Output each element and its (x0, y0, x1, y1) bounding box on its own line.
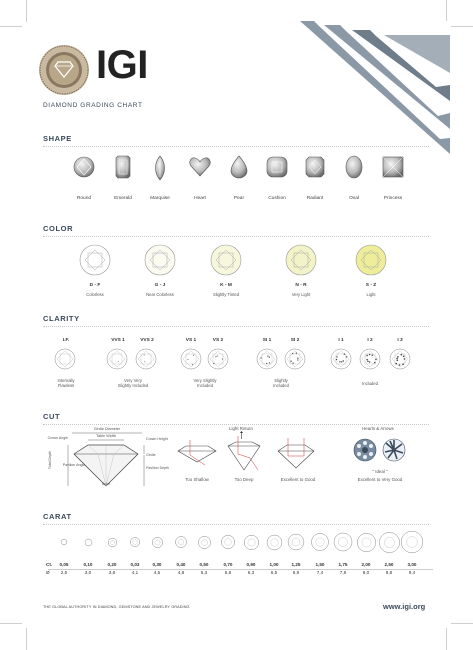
cut-excellent-icon (276, 438, 316, 470)
cut-too-deep-icon (226, 436, 262, 472)
carat-ct-row (0, 562, 473, 568)
carat-size-circle (107, 537, 118, 548)
carat-size-circle (287, 533, 305, 551)
carat-mm-value: 6,3 (247, 570, 255, 575)
carat-ct-value: 2,00 (361, 562, 371, 567)
carat-ct-value: 3,00 (407, 562, 417, 567)
crop-mark (451, 623, 473, 624)
shape-marquise-icon (153, 155, 167, 181)
decorative-chevrons (300, 21, 450, 156)
clarity-group: Internally Flawless (57, 378, 75, 388)
footer-tagline: THE GLOBAL AUTHORITY IN DIAMOND, GEMSTONE AND JEWELRY GRADING (43, 605, 190, 609)
clarity-grade: I 1 (338, 338, 344, 343)
color-desc: Near Colorless (146, 292, 174, 297)
clarity-group: Included (362, 381, 378, 386)
carat-size-circle (333, 532, 353, 552)
carat-size-circle (129, 536, 141, 548)
carat-ct-value: 0,03 (130, 562, 140, 567)
section-title-shape: SHAPE (43, 134, 72, 143)
carat-mm-value: 4,5 (153, 570, 161, 575)
igi-logo-text: IGI (96, 43, 148, 87)
color-grade: G - J (154, 283, 166, 288)
carat-mm-label: Ø (46, 570, 50, 575)
clarity-diamond-icon (330, 348, 352, 370)
shape-radiant-icon (305, 156, 325, 178)
carat-ct-value: 1,25 (291, 562, 301, 567)
carat-ct-value: 1,75 (338, 562, 348, 567)
color-desc: Very Light (291, 292, 311, 297)
crop-mark (26, 628, 27, 650)
carat-ct-value: 0,30 (152, 562, 162, 567)
anatomy-label: Crown Angle (47, 436, 68, 440)
carat-ct-value: 2,50 (384, 562, 394, 567)
carat-mm-value: 8,0 (362, 570, 370, 575)
clarity-grade: SI 1 (262, 338, 272, 343)
shape-label: Emerald (114, 196, 132, 201)
shape-label: Pear (233, 196, 245, 201)
shape-label: Oval (349, 196, 359, 201)
shape-label: Radiant (306, 196, 324, 201)
crop-mark (446, 628, 447, 650)
clarity-grade: VVS 2 (140, 338, 154, 343)
color-desc: Slightly Tinted (212, 292, 240, 297)
clarity-grade: VS 2 (212, 338, 224, 343)
carat-size-circle (84, 538, 93, 547)
color-diamond-icon (210, 244, 242, 276)
chart-subtitle: DIAMOND GRADING CHART (43, 102, 143, 109)
light-return-label: Light Return (229, 426, 253, 431)
clarity-grade: VVS 1 (111, 338, 125, 343)
carat-ct-value: 0,90 (246, 562, 256, 567)
clarity-diamond-icon (106, 348, 128, 370)
carat-size-circle (197, 535, 212, 550)
carat-size-circle (220, 534, 236, 550)
shape-round-icon (73, 156, 95, 178)
section-divider (43, 424, 429, 425)
clarity-group: Slightly Included (273, 378, 289, 388)
anatomy-label: Crown Height (146, 437, 168, 441)
ideal-label: " Ideal " (372, 469, 388, 474)
carat-ct-value: 1,50 (315, 562, 325, 567)
carat-ct-value: 0,05 (59, 562, 69, 567)
carat-size-circle (356, 532, 377, 553)
color-diamond-icon (79, 244, 111, 276)
clarity-diamond-icon (359, 348, 381, 370)
crop-mark (26, 0, 27, 22)
carat-mm-value: 4,1 (131, 570, 139, 575)
crop-mark (451, 26, 473, 27)
shape-princess-icon (382, 156, 404, 178)
carat-size-circle (378, 531, 401, 554)
section-title-color: COLOR (43, 224, 74, 233)
carat-ct-label: Ct. (46, 562, 53, 567)
carat-mm-row (0, 570, 473, 576)
color-desc: Light (366, 292, 376, 297)
section-divider (43, 524, 429, 525)
section-divider (43, 236, 429, 237)
anatomy-label: Girdle Diameter (93, 427, 121, 431)
carat-ct-value: 0,40 (176, 562, 186, 567)
shape-cushion-icon (266, 156, 288, 178)
shape-pear-icon (230, 155, 248, 179)
carat-mm-value: 9,4 (408, 570, 416, 575)
section-divider (43, 146, 429, 147)
crop-mark (0, 623, 22, 624)
cut-label: Too Deep (234, 477, 254, 482)
carat-size-circle (60, 538, 68, 546)
anatomy-label: Total Depth (48, 450, 52, 470)
anatomy-label: Pavilion Depth (146, 466, 170, 470)
color-grade: N - R (295, 283, 307, 288)
color-grade: D - F (89, 283, 101, 288)
anatomy-label: Table Width (96, 434, 116, 438)
shape-label: Cushion (268, 196, 286, 201)
carat-size-circle (400, 530, 424, 554)
carat-mm-value: 7,8 (339, 570, 347, 575)
anatomy-label: Girdle (146, 453, 156, 457)
color-diamond-icon (285, 244, 317, 276)
color-grade: S - Z (365, 283, 377, 288)
clarity-group: Very Very Slightly Included (117, 378, 149, 388)
carat-size-circle (243, 534, 260, 551)
carat-size-circle (310, 532, 330, 552)
carat-size-circle (151, 536, 164, 549)
clarity-diamond-icon (256, 348, 278, 370)
carat-ct-value: 0,50 (199, 562, 209, 567)
clarity-grade: VS 1 (185, 338, 197, 343)
carat-size-circle (174, 535, 188, 549)
footer-website-link[interactable]: www.igi.org (383, 602, 426, 611)
carat-size-circle (266, 534, 283, 551)
cut-label: Too Shallow (185, 477, 209, 482)
section-divider (43, 326, 429, 327)
crop-mark (0, 26, 22, 27)
anatomy-label: Culet (101, 482, 111, 486)
carat-mm-value: 8,8 (385, 570, 393, 575)
clarity-grade: SI 2 (290, 338, 300, 343)
carat-mm-value: 7,4 (316, 570, 324, 575)
carat-ct-value: 0,20 (107, 562, 117, 567)
clarity-diamond-icon (284, 348, 306, 370)
color-diamond-icon (144, 244, 176, 276)
clarity-grade: I.F. (62, 338, 70, 343)
anatomy-label: Pavilion Angle (62, 463, 86, 467)
carat-mm-value: 5,8 (224, 570, 232, 575)
carat-mm-value: 6,5 (270, 570, 278, 575)
section-title-clarity: CLARITY (43, 314, 80, 323)
clarity-group: Very Slightly Included (193, 378, 217, 388)
shape-oval-icon (345, 155, 363, 179)
section-title-cut: CUT (43, 412, 61, 421)
shape-label: Round (76, 196, 92, 201)
shape-emerald-icon (115, 155, 131, 179)
clarity-diamond-icon (180, 348, 202, 370)
carat-mm-value: 3,8 (108, 570, 116, 575)
clarity-diamond-icon (135, 348, 157, 370)
section-title-carat: CARAT (43, 512, 72, 521)
clarity-diamonds (0, 348, 473, 372)
carat-mm-value: 5,3 (200, 570, 208, 575)
clarity-diamond-icon (207, 348, 229, 370)
color-desc: Colorless (86, 292, 104, 297)
carat-table-rule (48, 569, 433, 570)
color-grade: K - M (220, 283, 232, 288)
carat-mm-value: 2,5 (60, 570, 68, 575)
crop-mark (446, 0, 447, 22)
carat-mm-value: 6,9 (292, 570, 300, 575)
clarity-diamond-icon (54, 348, 76, 370)
clarity-grade: I 2 (367, 338, 373, 343)
hearts-pattern-icon (353, 438, 377, 462)
ideal-range-label: Excellent to Very Good (357, 477, 403, 482)
shape-label: Heart (194, 196, 206, 201)
clarity-diamond-icon (389, 348, 411, 370)
carat-size-row (0, 528, 473, 556)
clarity-grade: I 3 (397, 338, 403, 343)
shape-label: Marquise (150, 196, 170, 201)
shape-heart-icon (189, 157, 211, 177)
igi-seal-logo (38, 44, 90, 96)
color-diamond-icon (355, 244, 387, 276)
arrows-pattern-icon (382, 438, 406, 462)
carat-mm-value: 4,8 (177, 570, 185, 575)
carat-ct-value: 1,00 (269, 562, 279, 567)
hearts-arrows-label: Hearts & Arrows (362, 426, 394, 431)
carat-ct-value: 0,70 (223, 562, 233, 567)
carat-ct-value: 0,10 (83, 562, 93, 567)
cut-too-shallow-icon (177, 440, 217, 470)
shape-label: Princess (383, 196, 403, 201)
cut-label: Excellent to Good (280, 477, 316, 482)
carat-mm-value: 3,0 (84, 570, 92, 575)
